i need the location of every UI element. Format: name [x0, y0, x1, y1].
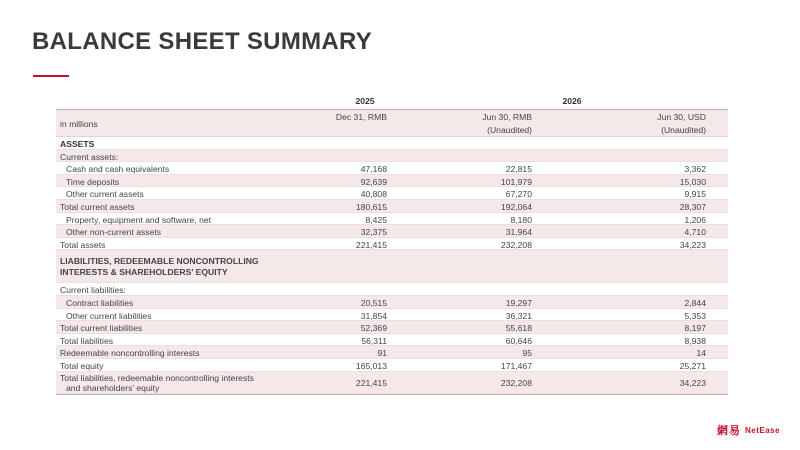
row-label: Other current liabilities	[66, 310, 152, 321]
table-row-liabilities-heading	[56, 250, 728, 283]
value-2026-usd: 4,710	[684, 227, 706, 238]
row-label: Total current liabilities	[60, 323, 143, 334]
logo-text: NetEase	[745, 425, 781, 435]
value-2026-usd: 9,915	[684, 189, 706, 200]
row-label: Total liabilities	[60, 335, 114, 346]
table-row	[56, 309, 728, 322]
label-line-2: and shareholders’ equity	[66, 382, 160, 393]
value-2025: 180,615	[355, 201, 387, 212]
row-label: Total current assets	[60, 201, 135, 212]
table-row-assets-heading	[56, 137, 728, 150]
table-row	[56, 238, 728, 251]
row-label: Time deposits	[66, 176, 120, 187]
heading-line-2: INTERESTS & SHAREHOLDERS’ EQUITY	[60, 267, 228, 278]
label-line-1: Total liabilities, redeemable noncontrolling interests	[60, 372, 254, 383]
row-label: Cash and cash equivalents	[66, 164, 170, 175]
value-2026-usd: 3,362	[684, 164, 706, 175]
table-row-current-liabilities-heading	[56, 283, 728, 296]
table-row	[56, 346, 728, 359]
value-2026-rmb: 22,815	[505, 164, 532, 175]
value-2025: 221,415	[355, 377, 387, 388]
col-jun30-rmb-unaudited: (Unaudited)	[487, 125, 532, 135]
value-2026-usd: 34,223	[679, 239, 706, 250]
value-2025: 31,854	[360, 310, 387, 321]
table-row	[56, 200, 728, 213]
page-title: BALANCE SHEET SUMMARY	[32, 28, 373, 55]
row-label: Total assets	[60, 239, 106, 250]
row-label: Property, equipment and software, net	[66, 214, 212, 225]
value-2026-rmb: 232,208	[500, 239, 532, 250]
value-2026-rmb: 232,208	[500, 377, 532, 388]
value-2026-usd: 8,197	[684, 323, 706, 334]
value-2025: 40,808	[360, 189, 387, 200]
value-2026-rmb: 171,467	[500, 360, 532, 371]
table-row	[56, 321, 728, 334]
value-2026-rmb: 36,321	[505, 310, 532, 321]
row-label: Other non-current assets	[66, 227, 162, 238]
table-row	[56, 359, 728, 372]
row-label: Total equity	[60, 360, 104, 371]
heading-line-1: LIABILITIES, REDEEMABLE NONCONTROLLING	[60, 256, 259, 267]
table-row	[56, 162, 728, 175]
units-label: in millions	[60, 119, 98, 129]
table-bottom-rule	[56, 394, 728, 395]
value-2025: 20,515	[360, 297, 387, 308]
table-row	[56, 334, 728, 347]
value-2025: 8,425	[365, 214, 387, 225]
value-2026-rmb: 31,964	[505, 227, 532, 238]
section-heading	[60, 256, 259, 278]
value-2026-rmb: 192,064	[500, 201, 532, 212]
value-2025: 32,375	[360, 227, 387, 238]
table-row	[56, 175, 728, 188]
value-2026-rmb: 55,618	[505, 323, 532, 334]
value-2026-usd: 8,938	[684, 335, 706, 346]
table-body	[56, 137, 728, 395]
value-2026-rmb: 95	[522, 348, 532, 359]
row-label: Current liabilities:	[60, 285, 126, 296]
value-2025: 165,013	[355, 360, 387, 371]
table-row	[56, 213, 728, 226]
row-label	[60, 373, 254, 393]
row-label: Contract liabilities	[66, 297, 134, 308]
value-2025: 47,168	[360, 164, 387, 175]
column-header-row	[56, 110, 728, 137]
row-label: Other current assets	[66, 189, 144, 200]
value-2026-rmb: 67,270	[505, 189, 532, 200]
value-2026-rmb: 101,979	[500, 176, 532, 187]
col-jun30-usd: Jun 30, USD	[657, 112, 706, 122]
value-2026-usd: 28,307	[679, 201, 706, 212]
table-row	[56, 296, 728, 309]
row-label: ASSETS	[60, 139, 95, 149]
year-2025-header: 2025	[355, 96, 375, 106]
table-row	[56, 372, 728, 394]
value-2026-usd: 34,223	[679, 377, 706, 388]
value-2026-usd: 5,353	[684, 310, 706, 321]
value-2026-rmb: 19,297	[505, 297, 532, 308]
value-2026-usd: 15,030	[679, 176, 706, 187]
col-jun30-usd-unaudited: (Unaudited)	[661, 125, 706, 135]
netease-logo	[717, 422, 780, 438]
col-jun30-rmb: Jun 30, RMB	[482, 112, 532, 122]
value-2026-usd: 14	[696, 348, 706, 359]
logo-mark: 網易	[717, 425, 741, 437]
value-2025: 56,311	[361, 335, 387, 346]
table-row	[56, 225, 728, 238]
value-2026-usd: 2,844	[684, 297, 706, 308]
row-label: Redeemable noncontrolling interests	[60, 348, 200, 359]
value-2025: 91	[377, 348, 387, 359]
value-2026-usd: 25,271	[679, 360, 706, 371]
row-label: Current assets:	[60, 151, 119, 162]
year-2026-header: 2026	[562, 96, 582, 106]
title-accent-rule	[33, 75, 69, 77]
value-2025: 92,639	[360, 176, 387, 187]
table-row-current-assets-heading	[56, 150, 728, 163]
value-2026-rmb: 60,646	[505, 335, 532, 346]
value-2026-rmb: 8,180	[510, 214, 532, 225]
value-2026-usd: 1,206	[684, 214, 706, 225]
value-2025: 52,369	[360, 323, 387, 334]
value-2025: 221,415	[355, 239, 387, 250]
col-dec31-rmb: Dec 31, RMB	[335, 112, 387, 122]
table-row	[56, 187, 728, 200]
